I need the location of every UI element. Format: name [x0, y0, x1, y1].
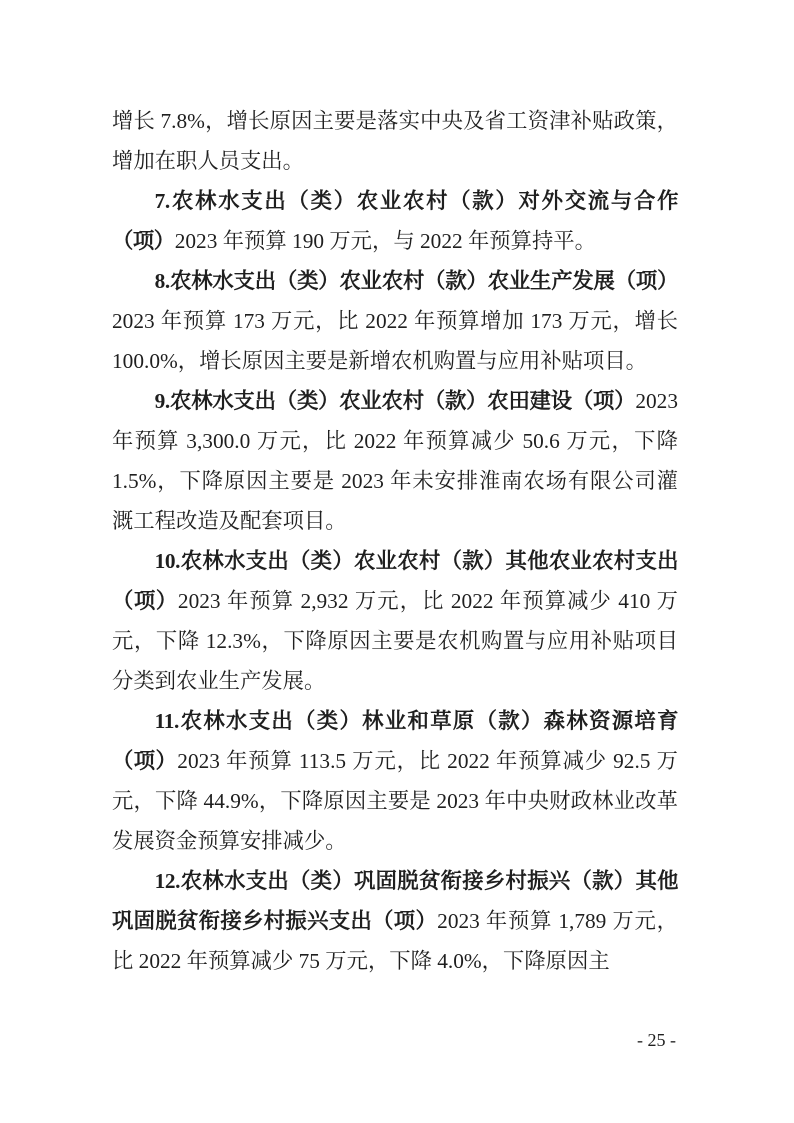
document-body — [112, 101, 678, 981]
paragraph-item-9 — [112, 381, 678, 541]
paragraph-item-9-heading: 9.农林水支出（类）农业农村（款）农田建设（项） — [154, 389, 636, 413]
paragraph-item-11 — [112, 701, 678, 861]
paragraph-item-11-heading: 11.农林水支出（类）林业和草原（款）森林资源培育（项） — [112, 709, 678, 773]
paragraph-item-8 — [112, 261, 678, 381]
paragraph-continuation-body: 增长 7.8%，增长原因主要是落实中央及省工资津补贴政策，增加在职人员支出。 — [112, 109, 678, 173]
paragraph-item-10-heading: 10.农林水支出（类）农业农村（款）其他农业农村支出（项） — [112, 549, 678, 613]
paragraph-item-12-heading: 12.农林水支出（类）巩固脱贫衔接乡村振兴（款）其他巩固脱贫衔接乡村振兴支出（项） — [112, 869, 678, 933]
paragraph-continuation — [112, 101, 678, 181]
paragraph-item-12 — [112, 861, 678, 981]
paragraph-item-7-body: 2023 年预算 190 万元，与 2022 年预算持平。 — [174, 229, 596, 253]
paragraph-item-9-body: 2023 年预算 3,300.0 万元，比 2022 年预算减少 50.6 万元，下降 1.5%，下降原因主要是 2023 年未安排淮南农场有限公司灌溉工程改造及配套项目。 — [112, 389, 678, 533]
paragraph-item-10-body: 2023 年预算 2,932 万元，比 2022 年预算减少 410 万元，下降 12.3%，下降原因主要是农机购置与应用补贴项目分类到农业生产发展。 — [112, 589, 678, 693]
paragraph-item-8-heading: 8.农林水支出（类）农业农村（款）农业生产发展（项） — [154, 269, 678, 293]
paragraph-item-7 — [112, 181, 678, 261]
paragraph-item-10 — [112, 541, 678, 701]
paragraph-item-8-body: 2023 年预算 173 万元，比 2022 年预算增加 173 万元，增长 100.0%，增长原因主要是新增农机购置与应用补贴项目。 — [112, 309, 678, 373]
paragraph-item-12-body: 2023 年预算 1,789 万元，比 2022 年预算减少 75 万元，下降 4.0%，下降原因主 — [112, 909, 678, 973]
paragraph-item-7-heading: 7.农林水支出（类）农业农村（款）对外交流与合作（项） — [112, 189, 678, 253]
page-number: - 25 - — [637, 1030, 676, 1050]
paragraph-item-11-body: 2023 年预算 113.5 万元，比 2022 年预算减少 92.5 万元，下降 44.9%，下降原因主要是 2023 年中央财政林业改革发展资金预算安排减少。 — [112, 749, 678, 853]
